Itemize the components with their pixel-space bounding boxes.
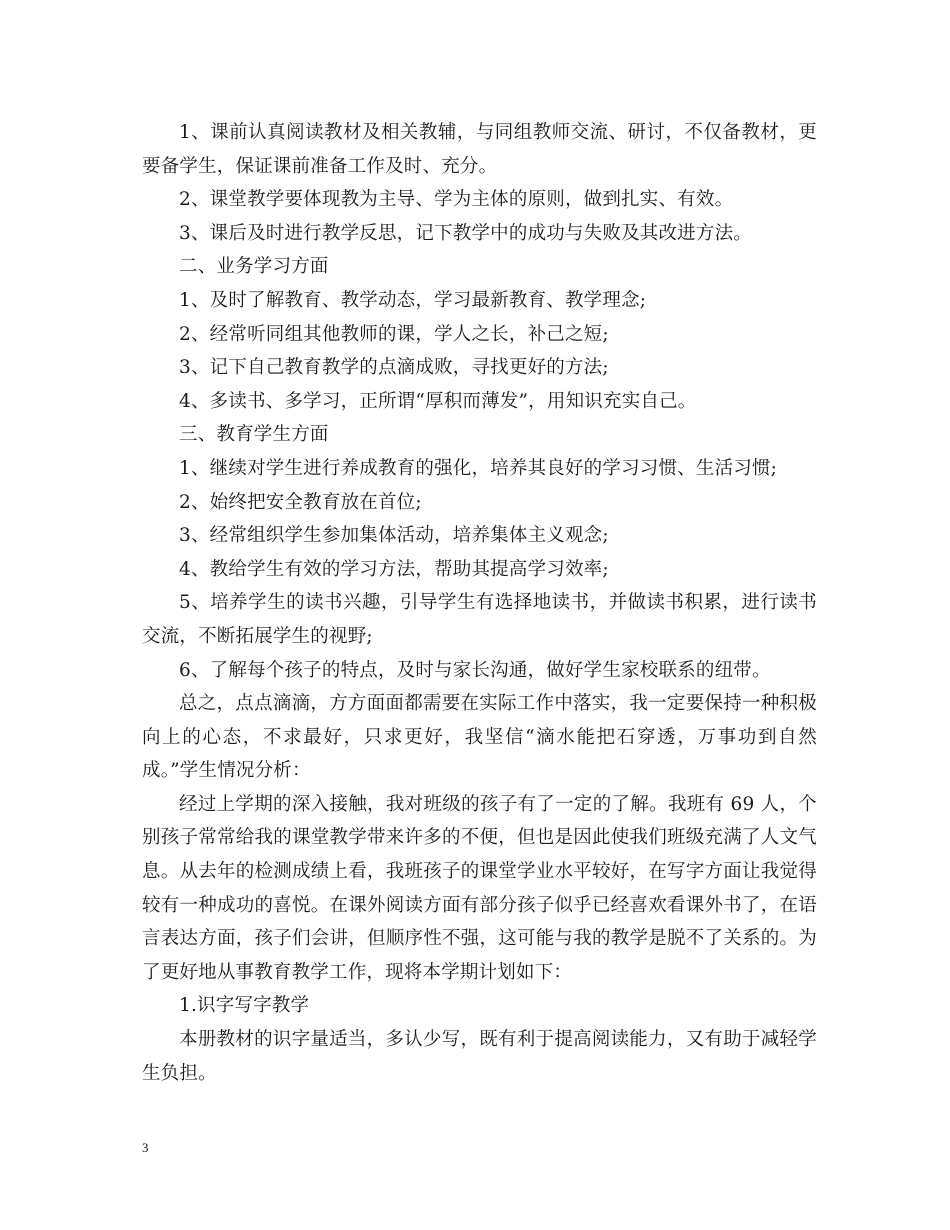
paragraph: 2、始终把安全教育放在首位;: [179, 491, 422, 513]
section-heading: 二、业务学习方面: [179, 256, 329, 278]
paragraph: 3、课后及时进行教学反思，记下教学中的成功与失败及其改进方法。: [179, 222, 752, 244]
section-heading: 三、教育学生方面: [179, 424, 329, 446]
paragraph: 3、经常组织学生参加集体活动，培养集体主义观念;: [179, 525, 609, 547]
paragraph: 6、了解每个孩子的特点，及时与家长沟通，做好学生家校联系的纽带。: [179, 659, 771, 681]
paragraph: 4、多读书、多学习，正所谓“厚积而薄发”，用知识充实自己。: [179, 390, 697, 412]
paragraph: 本册教材的识字量适当，多认少写，既有利于提高阅读能力，又有助于减轻学生负担。: [142, 1029, 817, 1084]
paragraph: 5、培养学生的读书兴趣，引导学生有选择地读书，并做读书积累，进行读书交流，不断拓展学生的视野;: [142, 592, 817, 647]
paragraph: 经过上学期的深入接触，我对班级的孩子有了一定的了解。我班有 69 人，个别孩子常常给我的课堂教学带来许多的不便，但也是因此使我们班级充满了人文气息。从去年的检测成绩上看，我班孩子的课堂学业水平较好，在写字方面让我觉得较有一种成功的喜悦。在课外阅读方面有部分孩子似乎已经喜欢看课外书了，在语言表达方面，孩子们会讲，但顺序性不强，这可能与我的教学是脱不了关系的。为了更好地从事教育教学工作，现将本学期计划如下：: [142, 793, 817, 983]
paragraph: 3、记下自己教育教学的点滴成败，寻找更好的方法;: [179, 357, 609, 379]
page-number: 3: [142, 1140, 149, 1155]
paragraph: 2、经常听同组其他教师的课，学人之长，补己之短;: [179, 323, 609, 345]
paragraph: 总之，点点滴滴，方方面面都需要在实际工作中落实，我一定要保持一种积极向上的心态，不求最好，只求更好，我坚信“滴水能把石穿透，万事功到自然成。”学生情况分析：: [142, 693, 817, 782]
paragraph: 1、课前认真阅读教材及相关教辅，与同组教师交流、研讨，不仅备教材，更要备学生，保证课前准备工作及时、充分。: [142, 122, 817, 177]
paragraph: 1、继续对学生进行养成教育的强化，培养其良好的学习习惯、生活习惯;: [179, 457, 778, 479]
document-body: [142, 116, 817, 1090]
paragraph: 1、及时了解教育、教学动态，学习最新教育、教学理念;: [179, 289, 647, 311]
section-heading: 1.识字写字教学: [179, 995, 310, 1017]
paragraph: 4、教给学生有效的学习方法，帮助其提高学习效率;: [179, 558, 609, 580]
paragraph: 2、课堂教学要体现教为主导、学为主体的原则，做到扎实、有效。: [179, 189, 734, 211]
